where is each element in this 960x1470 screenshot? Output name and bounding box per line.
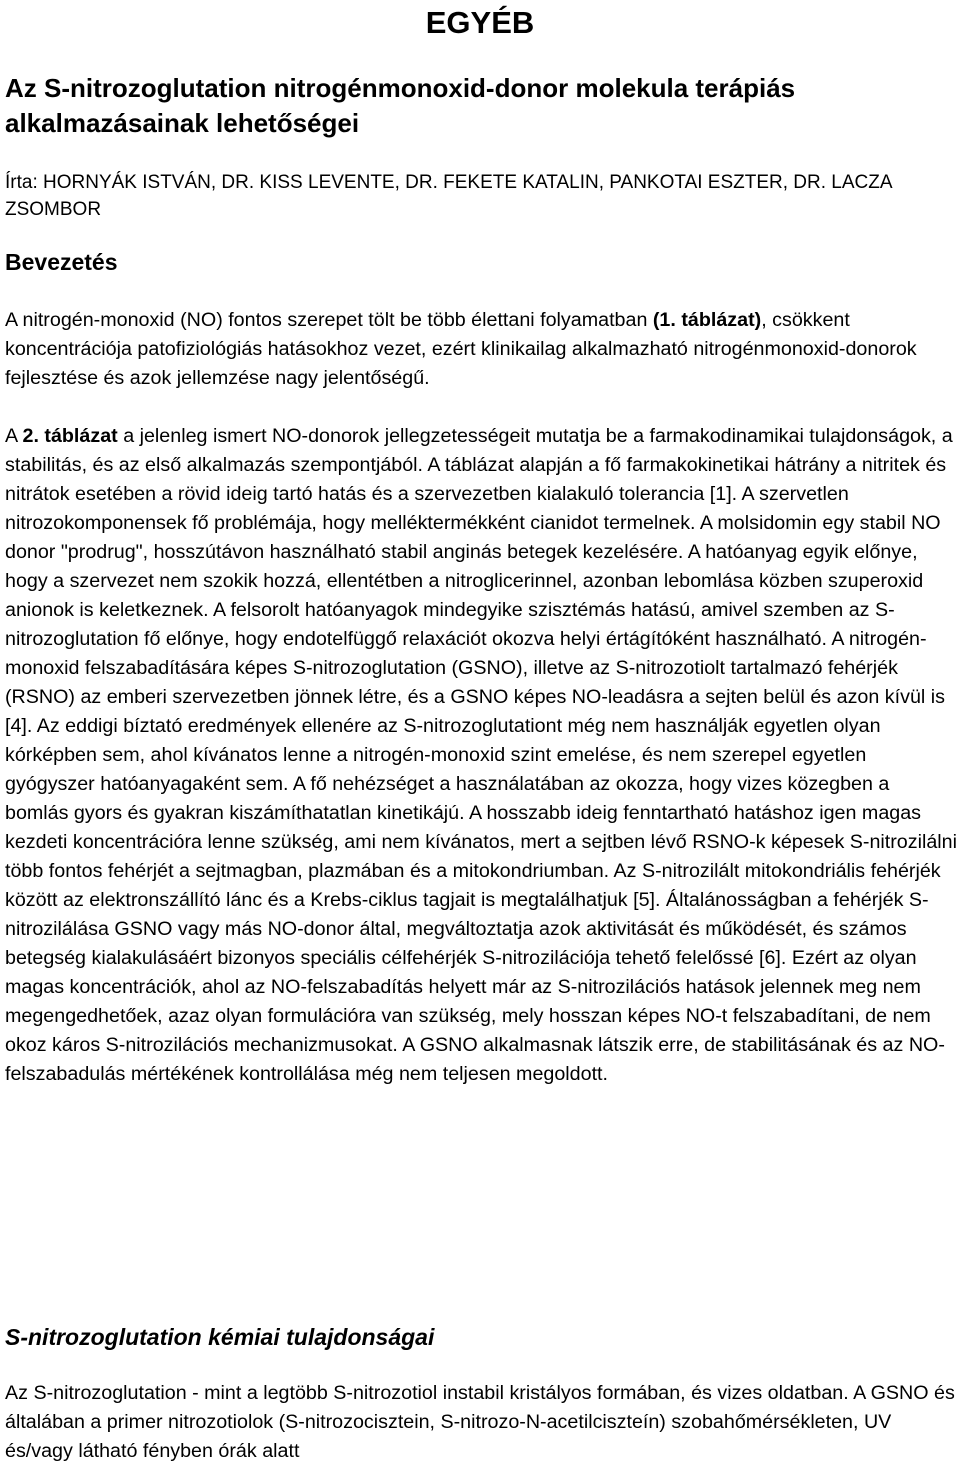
table-2-reference: 2. táblázat [22, 425, 118, 447]
article-title: Az S-nitrozoglutation nitrogénmonoxid-donor molekula terápiás alkalmazásainak lehetőségei [5, 73, 796, 138]
p2-text-after: a jelenleg ismert NO-donorok jellegzetességeit mutatja be a farmakodinamikai tulajdonságok, a stabilitás, és az első alkalmazás szempontjából. A táblázat alapján a fő farmakokinetikai hátrány a nitritek és nitrátok esetében a rövid ideig tartó hatás és a szervezetben kialakuló tolerancia [1]. A szervetlen nitrozokomponensek fő problémája, hogy melléktermékként cianidot termelnek. A molsidomin egy stabil NO donor "prodrug", hosszútávon használható stabil anginás betegek kezelésére. A hatóanyag egyik előnye, hogy a szervezet nem szokik hozzá, ellentétben a nitroglicerinnel, azonban lebomlása közben szuperoxid anionok is keletkeznek. A felsorolt hatóanyagok mindegyike szisztémás hatású, amivel szemben az S-nitrozoglutation fő előnye, hogy endotelfüggő relaxációt okozva helyi értágítóként használható. A nitrogén-monoxid felszabadítására képes S-nitrozoglutation (GSNO), illetve az S-nitrozotiolt tartalmazó fehérjék (RSNO) az emberi szervezetben jönnek létre, és a GSNO képes NO-leadásra a sejten belül és azon kívül is [4]. Az eddigi bíztató eredmények ellenére az S-nitrozoglutationt még nem használják egyetlen olyan kórképben sem, ahol kívánatos lenne a nitrogén-monoxid szint emelése, és nem szerepel egyetlen gyógyszer hatóanyagaként sem. A fő nehézséget a használatában az okozza, hogy vizes közegben a bomlás gyors és gyakran kiszámíthatatlan kinetikájú. A hosszabb ideig fenntartható hatáshoz igen magas kezdeti koncentrációra lenne szükség, ami nem kívánatos, mert a sejtben lévő RSNO-k képesek S-nitrozilálni több fontos fehérjét a sejtmagban, plazmában és a mitokondriumban. Az S-nitrozilált mitokondriális fehérjék között az elektronszállító lánc és a Krebs-ciklus tagjait is megtalálhatjuk [5]. Általánosságban a fehérjék S-nitrozilálása GSNO vagy más NO-donor által, megváltoztatja azok aktivitását és működését, és számos betegség kialakulásáért bizonyos speciális célfehérjék S-nitrozilációja tehető felelőssé [6]. Ezért az olyan magas koncentrációk, ahol az NO-felszabadítás helyett már az S-nitrozilációs hatások jelennek meg nem megengedhetőek, azaz olyan formulációra van szükség, mely hosszan képes NO-t felszabadítani, de nem okoz káros S-nitrozilációs mechanizmusokat. A GSNO alkalmasnak látszik erre, de stabilitásának és az NO-felszabadulás mértékének kontrollálása még nem teljesen megoldott. [5, 425, 957, 1085]
article-authors: Írta: HORNYÁK ISTVÁN, DR. KISS LEVENTE, DR. FEKETE KATALIN, PANKOTAI ESZTER, DR. LACZA ZSOMBOR [5, 172, 892, 220]
chem-properties-heading: S-nitrozoglutation kémiai tulajdonságai [5, 1324, 435, 1350]
chem-paragraph-1: Az S-nitrozoglutation - mint a legtöbb S-nitrozotiol instabil kristályos formában, és vizes oldatban. A GSNO és általában a primer nitrozotiolok (S-nitrozocisztein, S-nitrozo-N-acetilciszteín) szobahőmérsékleten, UV és/vagy látható fényben órák alatt [5, 1382, 955, 1462]
table-1-reference: (1. táblázat) [652, 309, 762, 331]
p2-text-before: A [5, 425, 23, 447]
intro-paragraph-1 [5, 306, 957, 393]
intro-paragraph-2 [5, 422, 957, 1089]
p1-text-before: A nitrogén-monoxid (NO) fontos szerepet tölt be több élettani folyamatban [5, 309, 653, 331]
section-label: EGYÉB [425, 5, 535, 40]
intro-heading: Bevezetés [5, 249, 118, 275]
p1-text-after: , csökkent koncentrációja patofiziológiás hatásokhoz vezet, ezért klinikailag alkalmazható nitrogénmonoxid-donorok fejlesztése és azok jellemzése nagy jelentőségű. [5, 309, 917, 389]
